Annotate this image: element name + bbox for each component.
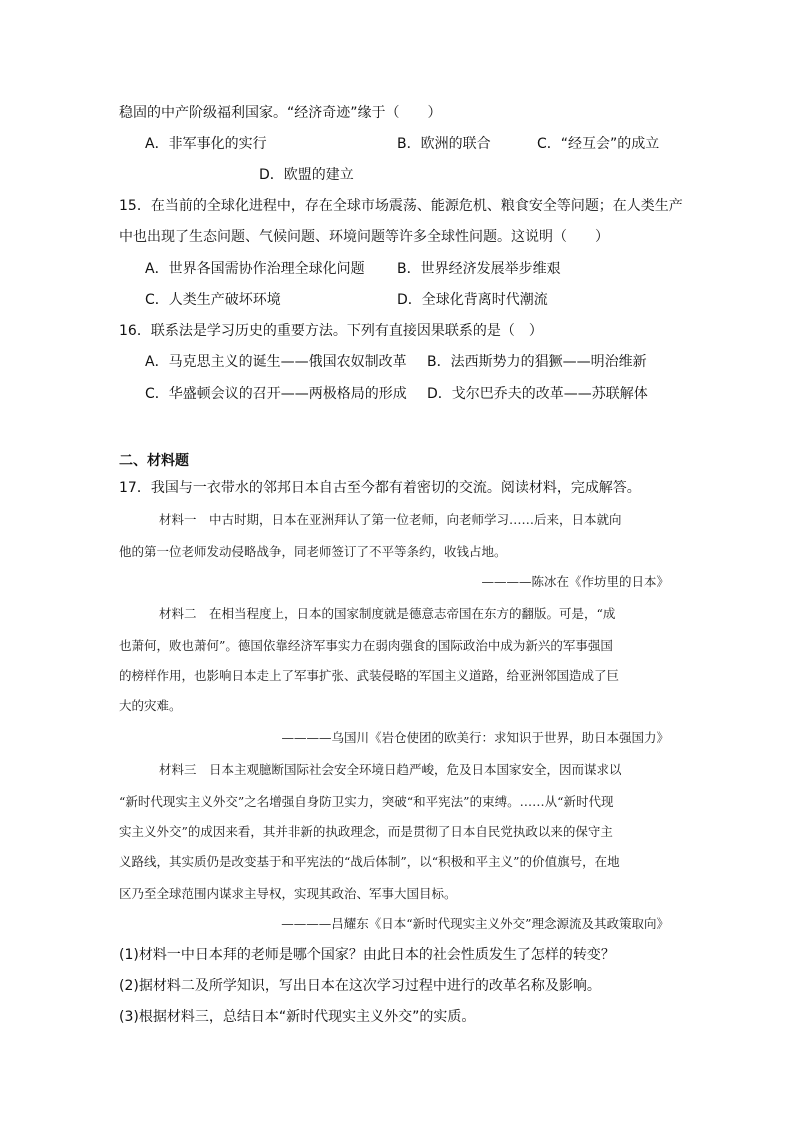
material-3-source: ————吕耀东《日本“新时代现实主义外交”理念源流及其政策取向》 [281, 916, 669, 931]
material-2-line-2: 也萧何，败也萧何”。德国依靠经济军事实力在弱肉强食的国际政治中成为新兴的军事强国 [119, 638, 613, 653]
material-3-line-1: 材料三 日本主观臆断国际社会安全环境日趋严峻，危及日本国家安全，因而谋求以 [159, 762, 622, 777]
q15-stem-line-1: 15．在当前的全球化进程中，存在全球市场震荡、能源危机、粮食安全等问题；在人类生产 [119, 198, 683, 214]
material-1-source: ————陈冰在《作坊里的日本》 [481, 574, 669, 589]
q16-option-d: D．戈尔巴乔夫的改革——苏联解体 [427, 386, 648, 402]
q14-option-c: C．“经互会”的成立 [537, 136, 660, 152]
material-2-source: ————乌国川《岩仓使团的欧美行：求知识于世界，助日本强国力》 [281, 730, 669, 745]
q14-option-d: D．欧盟的建立 [259, 167, 354, 183]
material-1-line-2: 他的第一位老师发动侵略战争，同老师签订了不平等条约，收钱占地。 [119, 544, 507, 559]
material-3-line-4: 义路线，其实质仍是改变基于和平宪法的“战后体制”，以“积极和平主义”的价值旗号，在地 [119, 854, 620, 869]
q17-subquestion-1: (1)材料一中日本拜的老师是哪个国家？由此日本的社会性质发生了怎样的转变？ [119, 947, 615, 963]
q16-option-c: C．华盛顿会议的召开——两极格局的形成 [145, 386, 407, 402]
q14-option-b: B．欧洲的联合 [397, 136, 491, 152]
q16-stem: 16．联系法是学习历史的重要方法。下列有直接因果联系的是（ ） [119, 323, 543, 339]
q17-intro: 17．我国与一衣带水的邻邦日本自古至今都有着密切的交流。阅读材料，完成解答。 [119, 480, 641, 496]
q15-option-d: D．全球化背离时代潮流 [397, 292, 548, 308]
q15-option-b: B．世界经济发展举步维艰 [397, 261, 561, 277]
material-2-line-1: 材料二 在相当程度上，日本的国家制度就是德意志帝国在东方的翻版。可是，“成 [159, 606, 616, 621]
q15-stem-line-2: 中也出现了生态问题、气候问题、环境问题等许多全球性问题。这说明（ ） [119, 229, 609, 245]
q16-option-a: A．马克思主义的诞生——俄国农奴制改革 [145, 354, 407, 370]
material-2-line-4: 大的灾难。 [119, 698, 182, 713]
material-3-line-2: “新时代现实主义外交”之名增强自身防卫实力，突破“和平宪法”的束缚。……从“新时代现 [119, 794, 614, 809]
q17-subquestion-2: (2)据材料二及所学知识，写出日本在这次学习过程中进行的改革名称及影响。 [119, 978, 601, 994]
section-heading: 二、材料题 [119, 453, 189, 469]
q17-subquestion-3: (3)根据材料三，总结日本“新时代现实主义外交”的实质。 [119, 1009, 476, 1025]
q15-option-c: C．人类生产破坏环境 [145, 292, 281, 308]
q15-option-a: A．世界各国需协作治理全球化问题 [145, 261, 365, 277]
material-3-line-5: 区乃至全球范围内谋求主导权，实现其政治、军事大国目标。 [119, 886, 457, 901]
q16-option-b: B．法西斯势力的猖獗——明治维新 [427, 354, 647, 370]
q14-stem-line: 稳固的中产阶级福利国家。“经济奇迹”缘于（ ） [119, 105, 442, 121]
q14-option-a: A．非军事化的实行 [145, 136, 267, 152]
material-1-line-1: 材料一 中古时期，日本在亚洲拜认了第一位老师，向老师学习……后来，日本就向 [159, 512, 622, 527]
material-2-line-3: 的榜样作用，也影响日本走上了军事扩张、武装侵略的军国主义道路，给亚洲邻国造成了巨 [119, 668, 620, 683]
material-3-line-3: 实主义外交”的成因来看，其并非新的执政理念，而是贯彻了日本自民党执政以来的保守主 [119, 824, 613, 839]
